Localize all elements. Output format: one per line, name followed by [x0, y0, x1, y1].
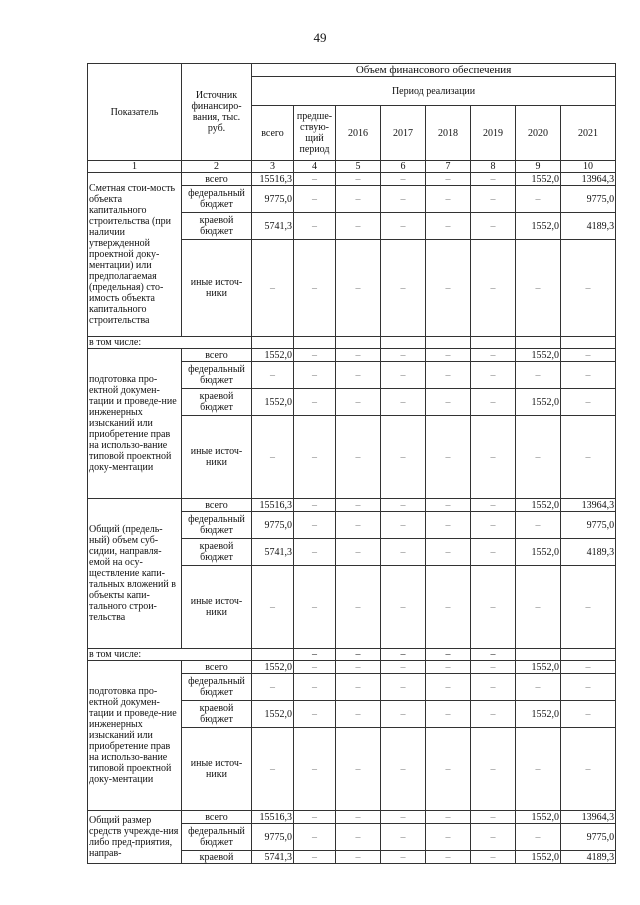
- value-cell: –: [336, 362, 381, 389]
- header-source: Источник финансиро-вания, тыс. руб.: [182, 64, 252, 161]
- indicator-label: Сметная стои-мость объекта капитального строительства (при наличии утвержденной проектной доку-ментации) или предполагаемая (предельная) сто-имость объекта капитального строительства: [88, 173, 182, 337]
- header-total: всего: [252, 106, 294, 161]
- value-cell: –: [561, 728, 616, 811]
- value-cell: –: [294, 701, 336, 728]
- source-cell: всего: [182, 499, 252, 512]
- value-cell: –: [252, 240, 294, 337]
- value-cell: –: [336, 186, 381, 213]
- value-cell: –: [561, 701, 616, 728]
- value-cell: –: [381, 674, 426, 701]
- value-cell: 4189,3: [561, 213, 616, 240]
- value-cell: 13964,3: [561, 173, 616, 186]
- table-row: [88, 811, 616, 824]
- source-cell: иные источ-ники: [182, 566, 252, 649]
- value-cell: 4189,3: [561, 851, 616, 864]
- source-cell: всего: [182, 173, 252, 186]
- value-cell: –: [381, 213, 426, 240]
- header-year-2018: 2018: [426, 106, 471, 161]
- value-cell: 9775,0: [252, 186, 294, 213]
- source-cell: федеральный бюджет: [182, 824, 252, 851]
- source-cell: иные источ-ники: [182, 416, 252, 499]
- value-cell: –: [252, 416, 294, 499]
- value-cell: –: [471, 362, 516, 389]
- subheading-value: –: [294, 649, 336, 661]
- value-cell: –: [471, 824, 516, 851]
- value-cell: –: [471, 566, 516, 649]
- value-cell: 1552,0: [516, 701, 561, 728]
- header-period: Период реализации: [252, 77, 616, 106]
- value-cell: –: [336, 674, 381, 701]
- value-cell: –: [336, 240, 381, 337]
- subheading-value: –: [471, 649, 516, 661]
- value-cell: 1552,0: [252, 349, 294, 362]
- header-year-2021: 2021: [561, 106, 616, 161]
- value-cell: –: [381, 173, 426, 186]
- subheading-value: [252, 649, 294, 661]
- value-cell: –: [471, 416, 516, 499]
- column-numbers-row: [88, 161, 616, 173]
- table-row: [88, 349, 616, 362]
- value-cell: –: [471, 499, 516, 512]
- value-cell: 13964,3: [561, 811, 616, 824]
- value-cell: –: [426, 213, 471, 240]
- value-cell: 1552,0: [516, 851, 561, 864]
- value-cell: –: [471, 186, 516, 213]
- value-cell: 1552,0: [516, 539, 561, 566]
- value-cell: –: [294, 349, 336, 362]
- value-cell: –: [426, 566, 471, 649]
- value-cell: 1552,0: [516, 811, 561, 824]
- value-cell: –: [294, 566, 336, 649]
- value-cell: –: [294, 416, 336, 499]
- subheading-value: [381, 337, 426, 349]
- value-cell: –: [381, 824, 426, 851]
- value-cell: –: [426, 349, 471, 362]
- value-cell: –: [336, 811, 381, 824]
- value-cell: –: [336, 499, 381, 512]
- value-cell: 9775,0: [252, 512, 294, 539]
- value-cell: –: [336, 539, 381, 566]
- column-number: 10: [561, 161, 616, 173]
- indicator-label: Общий размер средств учрежде-ния либо пред-приятия, направ-: [88, 811, 182, 864]
- value-cell: –: [381, 512, 426, 539]
- source-cell: всего: [182, 349, 252, 362]
- value-cell: –: [294, 213, 336, 240]
- value-cell: –: [516, 186, 561, 213]
- value-cell: 9775,0: [561, 186, 616, 213]
- source-cell: краевой бюджет: [182, 389, 252, 416]
- value-cell: –: [426, 811, 471, 824]
- value-cell: –: [516, 728, 561, 811]
- value-cell: –: [471, 213, 516, 240]
- value-cell: –: [561, 362, 616, 389]
- value-cell: 9775,0: [561, 512, 616, 539]
- column-number: 5: [336, 161, 381, 173]
- value-cell: –: [294, 539, 336, 566]
- value-cell: 9775,0: [252, 824, 294, 851]
- value-cell: 9775,0: [561, 824, 616, 851]
- table-row: [88, 499, 616, 512]
- value-cell: –: [294, 674, 336, 701]
- value-cell: –: [471, 349, 516, 362]
- source-cell: иные источ-ники: [182, 728, 252, 811]
- value-cell: 13964,3: [561, 499, 616, 512]
- value-cell: –: [381, 389, 426, 416]
- value-cell: 1552,0: [516, 499, 561, 512]
- value-cell: –: [252, 728, 294, 811]
- subheading-value: [561, 337, 616, 349]
- indicator-label: Общий (предель-ный) объем суб-сидии, направля-емой на осу-ществление капи-тальных вложений в объекты капи-тального строи-тельства: [88, 499, 182, 649]
- value-cell: 1552,0: [252, 701, 294, 728]
- value-cell: 4189,3: [561, 539, 616, 566]
- table-row: [88, 173, 616, 186]
- value-cell: –: [381, 566, 426, 649]
- subheading-value: [336, 337, 381, 349]
- source-cell: федеральный бюджет: [182, 186, 252, 213]
- value-cell: –: [381, 416, 426, 499]
- subheading-value: [561, 649, 616, 661]
- value-cell: –: [381, 499, 426, 512]
- value-cell: –: [426, 728, 471, 811]
- value-cell: –: [516, 512, 561, 539]
- source-cell: всего: [182, 661, 252, 674]
- value-cell: –: [426, 240, 471, 337]
- value-cell: –: [252, 362, 294, 389]
- value-cell: –: [381, 811, 426, 824]
- value-cell: –: [426, 499, 471, 512]
- value-cell: 15516,3: [252, 173, 294, 186]
- value-cell: –: [381, 240, 426, 337]
- value-cell: 5741,3: [252, 851, 294, 864]
- value-cell: –: [294, 186, 336, 213]
- value-cell: –: [561, 674, 616, 701]
- value-cell: –: [516, 824, 561, 851]
- value-cell: –: [336, 512, 381, 539]
- value-cell: –: [294, 362, 336, 389]
- value-cell: –: [516, 566, 561, 649]
- value-cell: –: [336, 389, 381, 416]
- value-cell: –: [426, 661, 471, 674]
- column-number: 9: [516, 161, 561, 173]
- value-cell: –: [516, 362, 561, 389]
- value-cell: –: [294, 824, 336, 851]
- value-cell: –: [294, 851, 336, 864]
- header-row-1: [88, 64, 616, 77]
- value-cell: –: [294, 811, 336, 824]
- value-cell: –: [381, 349, 426, 362]
- subheading-value: –: [336, 649, 381, 661]
- subheading-row: [88, 337, 616, 349]
- value-cell: –: [336, 213, 381, 240]
- value-cell: –: [381, 851, 426, 864]
- header-year-2019: 2019: [471, 106, 516, 161]
- value-cell: –: [336, 349, 381, 362]
- value-cell: –: [561, 349, 616, 362]
- value-cell: –: [381, 701, 426, 728]
- value-cell: –: [336, 661, 381, 674]
- value-cell: –: [471, 851, 516, 864]
- value-cell: –: [426, 173, 471, 186]
- value-cell: –: [426, 851, 471, 864]
- subheading-value: [294, 337, 336, 349]
- source-cell: краевой бюджет: [182, 213, 252, 240]
- source-cell: иные источ-ники: [182, 240, 252, 337]
- value-cell: 15516,3: [252, 499, 294, 512]
- header-year-2016: 2016: [336, 106, 381, 161]
- value-cell: –: [471, 728, 516, 811]
- value-cell: –: [336, 851, 381, 864]
- value-cell: –: [294, 661, 336, 674]
- value-cell: –: [294, 512, 336, 539]
- value-cell: –: [471, 701, 516, 728]
- value-cell: –: [471, 389, 516, 416]
- value-cell: –: [426, 512, 471, 539]
- value-cell: 5741,3: [252, 539, 294, 566]
- column-number: 6: [381, 161, 426, 173]
- value-cell: –: [294, 499, 336, 512]
- value-cell: –: [294, 240, 336, 337]
- value-cell: 1552,0: [516, 389, 561, 416]
- value-cell: –: [471, 173, 516, 186]
- value-cell: –: [294, 173, 336, 186]
- value-cell: –: [561, 661, 616, 674]
- column-number: 8: [471, 161, 516, 173]
- value-cell: –: [381, 661, 426, 674]
- header-funding-volume: Объем финансового обеспечения: [252, 64, 616, 77]
- subheading-label: в том числе:: [88, 649, 252, 661]
- subheading-value: [471, 337, 516, 349]
- value-cell: –: [516, 416, 561, 499]
- value-cell: –: [471, 240, 516, 337]
- value-cell: –: [561, 416, 616, 499]
- header-year-2017: 2017: [381, 106, 426, 161]
- value-cell: –: [381, 728, 426, 811]
- column-number: 2: [182, 161, 252, 173]
- funding-table: [87, 63, 616, 864]
- value-cell: –: [381, 362, 426, 389]
- value-cell: –: [294, 728, 336, 811]
- table-row: [88, 661, 616, 674]
- header-indicator: Показатель: [88, 64, 182, 161]
- source-cell: федеральный бюджет: [182, 512, 252, 539]
- header-year-2020: 2020: [516, 106, 561, 161]
- value-cell: –: [336, 701, 381, 728]
- value-cell: –: [561, 389, 616, 416]
- value-cell: –: [471, 512, 516, 539]
- value-cell: –: [516, 240, 561, 337]
- subheading-value: [252, 337, 294, 349]
- value-cell: –: [471, 661, 516, 674]
- value-cell: 1552,0: [516, 213, 561, 240]
- value-cell: 5741,3: [252, 213, 294, 240]
- value-cell: –: [252, 674, 294, 701]
- value-cell: –: [561, 240, 616, 337]
- source-cell: всего: [182, 811, 252, 824]
- value-cell: –: [426, 416, 471, 499]
- column-number: 7: [426, 161, 471, 173]
- value-cell: –: [516, 674, 561, 701]
- column-number: 3: [252, 161, 294, 173]
- subheading-value: –: [426, 649, 471, 661]
- value-cell: –: [561, 566, 616, 649]
- subheading-value: [516, 337, 561, 349]
- value-cell: –: [336, 566, 381, 649]
- value-cell: –: [426, 389, 471, 416]
- column-number: 1: [88, 161, 182, 173]
- page-number: 49: [313, 30, 327, 45]
- value-cell: 1552,0: [516, 661, 561, 674]
- value-cell: 1552,0: [252, 389, 294, 416]
- value-cell: –: [336, 728, 381, 811]
- value-cell: –: [336, 824, 381, 851]
- value-cell: –: [294, 389, 336, 416]
- value-cell: –: [471, 674, 516, 701]
- source-cell: федеральный бюджет: [182, 674, 252, 701]
- value-cell: 1552,0: [516, 349, 561, 362]
- value-cell: –: [381, 539, 426, 566]
- header-previous-period: предше-ствую-щий период: [294, 106, 336, 161]
- source-cell: краевой бюджет: [182, 701, 252, 728]
- value-cell: 15516,3: [252, 811, 294, 824]
- value-cell: –: [336, 173, 381, 186]
- value-cell: 1552,0: [252, 661, 294, 674]
- value-cell: 1552,0: [516, 173, 561, 186]
- value-cell: –: [252, 566, 294, 649]
- subheading-value: [516, 649, 561, 661]
- source-cell: федеральный бюджет: [182, 362, 252, 389]
- column-number: 4: [294, 161, 336, 173]
- value-cell: –: [471, 811, 516, 824]
- value-cell: –: [426, 701, 471, 728]
- subheading-row: [88, 649, 616, 661]
- source-cell: краевой: [182, 851, 252, 864]
- subheading-value: –: [381, 649, 426, 661]
- indicator-label: подготовка про-ектной докумен-тации и проведе-ние инженерных изысканий или приобретение прав на использо-вание типовой проектной доку-ментации: [88, 349, 182, 499]
- value-cell: –: [381, 186, 426, 213]
- subheading-label: в том числе:: [88, 337, 252, 349]
- value-cell: –: [426, 824, 471, 851]
- subheading-value: [426, 337, 471, 349]
- source-cell: краевой бюджет: [182, 539, 252, 566]
- value-cell: –: [426, 539, 471, 566]
- value-cell: –: [336, 416, 381, 499]
- value-cell: –: [426, 186, 471, 213]
- value-cell: –: [426, 362, 471, 389]
- value-cell: –: [471, 539, 516, 566]
- value-cell: –: [426, 674, 471, 701]
- indicator-label: подготовка про-ектной докумен-тации и проведе-ние инженерных изысканий или приобретение прав на использо-вание типовой проектной доку-ментации: [88, 661, 182, 811]
